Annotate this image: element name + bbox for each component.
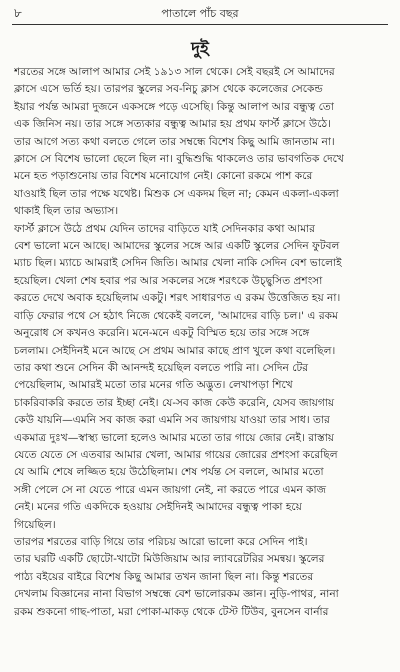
running-title: পাতালে পাঁচ বছর xyxy=(161,7,239,20)
text-line: তার ঘরটি একটি ছোটো-খাটো মিউজিয়াম আর ল্যাবরেটরির সমন্বয়। স্কুলের xyxy=(14,553,325,566)
text-line: এক জিনিস নয়। তার সঙ্গে সত্যকার বন্ধুত্ব আমার হয় প্রথম ফার্স্ট ক্লাসে উঠে। xyxy=(14,118,331,131)
text-line: করতে দেখে অবাক হয়েছিলাম একটু। শরৎ সাধারণত এ রকম উত্তেজিত হয় না। xyxy=(14,292,341,305)
text-line: নেই। মনের গতি একদিকে হওয়ায় সেইদিনই আমাদের বন্ধুত্ব পাকা হয়ে xyxy=(14,501,302,514)
text-line: তার কথা শুনে সেদিন কী আনন্দই হয়েছিল বলতে পারি না। সেদিন টের xyxy=(14,361,309,374)
paragraph xyxy=(14,64,390,221)
paragraph xyxy=(14,534,390,621)
text-line: চললাম। সেইদিনই মনে আছে সে প্রথম আমার কাছে প্রাণ খুলে কথা বলেছিল। xyxy=(14,344,336,357)
text-line: দেখলাম বিজ্ঞানের নানা বিভাগ সম্বন্ধে বেশ ভালোরকম জ্ঞান। নুড়ি-পাথর, নানা xyxy=(14,588,339,601)
text-line: কেউ যায়নি—এমনি সব কাজ করা এমনি সব জায়গায় যাওয়া তার সাধ। তার xyxy=(14,414,330,427)
text-line: যে আমি শেষে লজ্জিত হয়ে উঠেছিলাম। শেষ পর্যন্ত সে বললে, আমার মতো xyxy=(14,466,324,479)
text-line: একমাত্র দুঃখ—স্বাস্থ্য ভালো হলেও আমার মতো তার গায়ে জোর নেই। রাস্তায় xyxy=(14,431,335,444)
text-line: সঙ্গী পেলে সে না যেতে পারে এমন জায়গা নেই, না করতে পারে এমন কাজ xyxy=(14,483,327,496)
text-line: হয়েছিল। খেলা শেষ হবার পর আর সকলের সঙ্গে শরৎকে উচ্ছ্বসিত প্রশংসা xyxy=(14,274,323,287)
text-line: বাড়ি ফেরার পথে সে হঠাৎ নিজে থেকেই বললে, 'আমাদের বাড়ি চল।' এ রকম xyxy=(14,309,338,322)
text-line: যাওয়াই ছিল তার পক্ষে যথেষ্ট। মিশুক সে একদম ছিল না; কেমন একলা-একলা xyxy=(14,187,339,200)
text-line: রকম শুকনো গাছ-পাতা, মরা পোকা-মাকড় থেকে টেস্ট টিউব, বুনসেন বার্নার xyxy=(14,605,329,618)
paragraph xyxy=(14,221,390,534)
text-line: ফার্স্ট ক্লাসে উঠে প্রথম যেদিন তাদের বাড়িতে যাই সেদিনকার কথা আমার xyxy=(14,222,315,235)
text-line: তার আগে সত্য কথা বলতে গেলে তার সম্বন্ধে বিশেষ কিছু আমি জানতাম না। xyxy=(14,135,335,148)
text-line: তারপর শরতের বাড়ি গিয়ে তার পরিচয় আরো ভালো করে সেদিন পাই। xyxy=(14,535,308,548)
text-line: গিয়েছিল। xyxy=(14,518,56,531)
text-line: পেয়েছিলাম, আমারই মতো তার মনের গতি অদ্ভুত। লেখাপড়া শিখে xyxy=(14,379,293,392)
text-line: ক্লাসে এসে ভর্তি হয়। তারপর স্কুলের সব-নিচু ক্লাস থেকে কলেজের সেকেন্ড xyxy=(14,83,323,96)
page-number: ৮ xyxy=(14,6,22,20)
text-line: শরতের সঙ্গে আলাপ আমার সেই ১৯১৩ সাল থেকে। সেই বছরই সে আমাদের xyxy=(14,66,335,78)
chapter-title: দুই xyxy=(191,39,209,59)
text-line: পাঠ্য বইয়ের বাইরে বিশেষ কিছু আমার তখন জানা ছিল না। কিন্তু শরতের xyxy=(14,570,314,583)
text-line: যেতে যেতে সে এতবার আমার খেলা, আমার গায়ের জোরের প্রশংসা করেছিল xyxy=(14,448,338,461)
text-line: থাকাই ছিল তার অভ্যাস। xyxy=(14,205,119,218)
text-line: বেশ ভালো মনে আছে। আমাদের স্কুলের সঙ্গে আর একটি স্কুলের সেদিন ফুটবল xyxy=(14,240,340,253)
chapter-body xyxy=(14,64,390,621)
text-line: মনে হত পড়াশুনোয় তার বিশেষ মনোযোগ নেই। কোনো রকমে পাশ করে xyxy=(14,170,313,183)
text-line: ইয়ার পর্যন্ত আমরা দুজনে একসঙ্গে পড়ে এসেছি। কিন্তু আলাপ আর বন্ধুত্ব তো xyxy=(14,100,334,113)
text-line: অনুরোধ সে কখনও করেনি। মনে-মনে একটু বিস্মিত হয়ে তার সঙ্গে সঙ্গে xyxy=(14,327,310,340)
header-rule xyxy=(12,24,388,25)
text-line: ক্লাসে সে বিশেষ ভালো ছেলে ছিল না। বুদ্ধিশুদ্ধি থাকলেও তার ভাবগতিক দেখে xyxy=(14,153,344,166)
text-line: চাকরিবাকরি করতে তার ইচ্ছা নেই। যে-সব কাজ কেউ করেনি, যেসব জায়গায় xyxy=(14,396,335,409)
text-line: ম্যাচ ছিল। ম্যাচে আমরাই সেদিন জিতি। আমার খেলা নাকি সেদিন বেশ ভালোই xyxy=(14,257,342,270)
